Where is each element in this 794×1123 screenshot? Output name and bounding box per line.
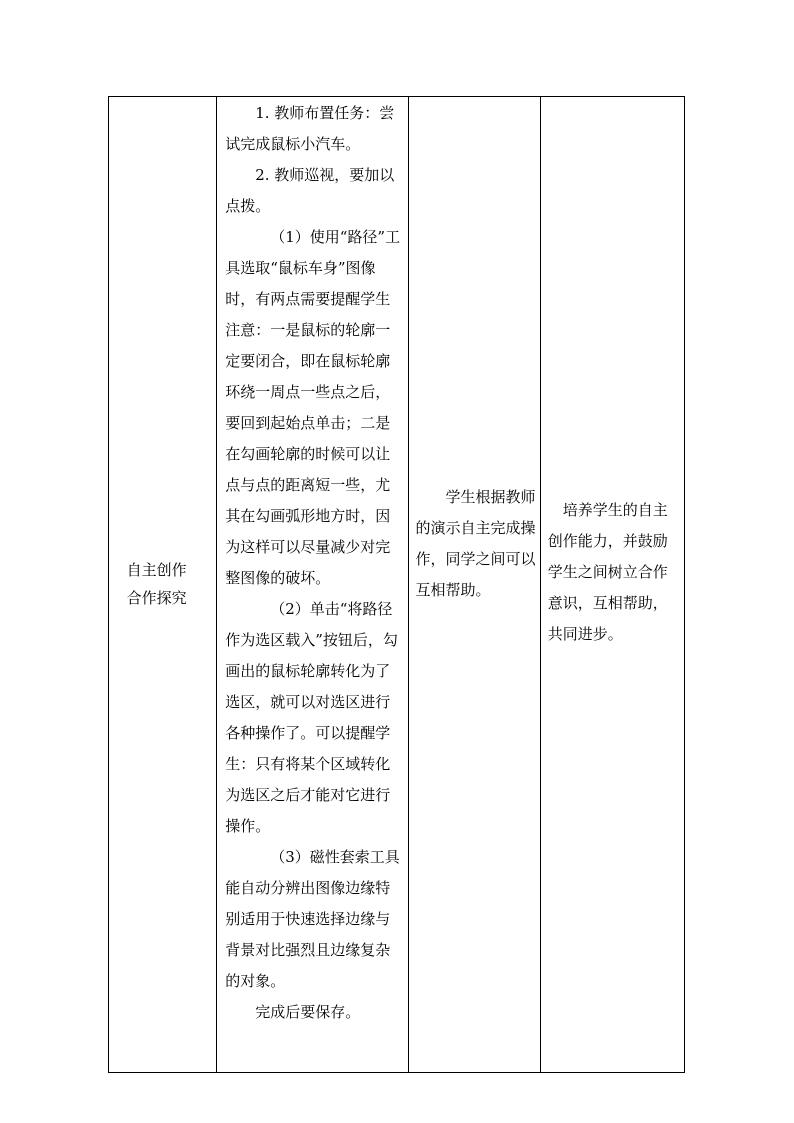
- teacher-step-1: 1. 教师布置任务：尝试完成鼠标小汽车。: [225, 104, 395, 153]
- teacher-tip-2: （2）单击“将路径作为选区载入”按钮后，勾画出的鼠标轮廓转化为了选区，就可以对选区进行各种操作了。可以提醒学生：只有将某个区域转化为选区之后才能对它进行操作。: [225, 600, 398, 835]
- teacher-tip-3: （3）磁性套索工具能自动分辨出图像边缘特别适用于快速选择边缘与背景对比强烈且边缘复杂的对象。: [225, 848, 400, 990]
- design-purpose-cell: [540, 97, 684, 1073]
- design-purpose-text: 培养学生的自主创作能力，并鼓励学生之间树立合作意识，互相帮助，共同进步。: [547, 501, 668, 643]
- stage-label: 自主创作合作探究: [126, 560, 187, 607]
- student-activity-cell: [408, 97, 540, 1073]
- stage-cell: [109, 97, 217, 1073]
- table-row: [109, 97, 685, 1073]
- teacher-step-2: 2. 教师巡视，要加以点拨。: [225, 166, 395, 215]
- teacher-save-note: 完成后要保存。: [255, 1003, 361, 1021]
- teacher-activity-cell: [217, 97, 408, 1073]
- student-activity-text: 学生根据教师的演示自主完成操作，同学之间可以互相帮助。: [415, 487, 536, 599]
- lesson-plan-table: [108, 96, 685, 1073]
- teacher-tip-1: （1）使用“路径”工具选取“鼠标车身”图像时，有两点需要提醒学生注意：一是鼠标的轮廓一定要闭合，即在鼠标轮廓环绕一周点一些点之后，要回到起始点单击；二是在勾画轮廓的时候可以让点与点的距离短一些，尤其在勾画弧形地方时，因为这样可以尽量减少对完整图像的破坏。: [225, 228, 401, 587]
